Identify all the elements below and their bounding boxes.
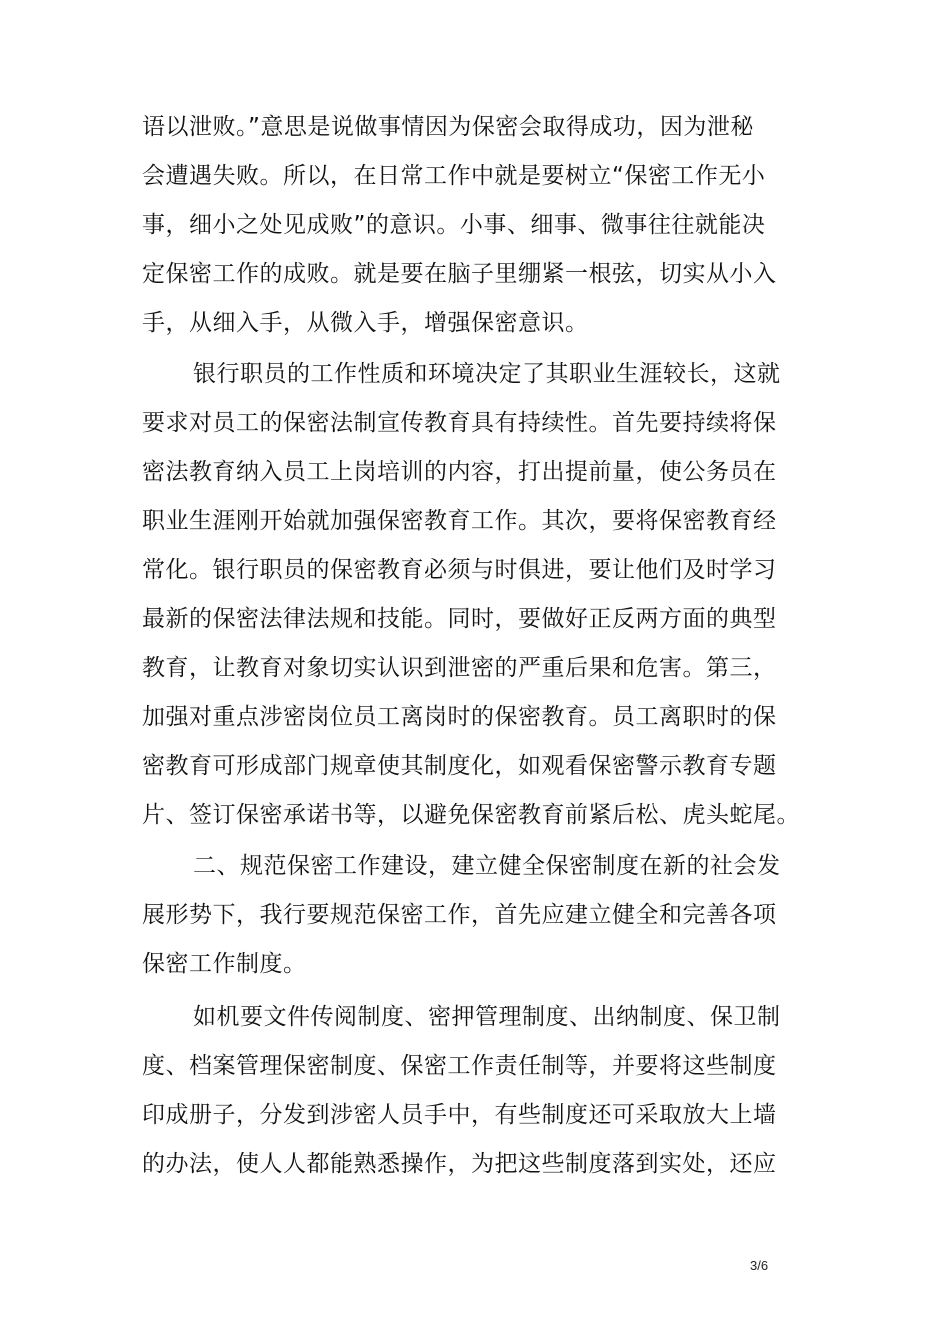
text-line: 职业生涯刚开始就加强保密教育工作。其次，要将保密教育经 bbox=[142, 508, 777, 534]
text-line: 密法教育纳入员工上岗培训的内容，打出提前量，使公务员在 bbox=[142, 459, 777, 485]
text-line: 事，细小之处见成败”的意识。小事、细事、微事往往就能决 bbox=[142, 212, 766, 238]
text-line: 语以泄败。”意思是说做事情因为保密会取得成功，因为泄秘 bbox=[142, 114, 754, 140]
text-line: 保密工作制度。 bbox=[142, 951, 307, 977]
text-line: 手，从细入手，从微入手，增强保密意识。 bbox=[142, 310, 589, 336]
text-line: 片、签订保密承诺书等，以避免保密教育前紧后松、虎头蛇尾。 bbox=[142, 802, 800, 828]
text-line: 要求对员工的保密法制宣传教育具有持续性。首先要持续将保 bbox=[142, 410, 777, 436]
text-line: 教育，让教育对象切实认识到泄密的严重后果和危害。第三， bbox=[142, 655, 777, 681]
text-line: 最新的保密法律法规和技能。同时，要做好正反两方面的典型 bbox=[142, 606, 777, 632]
text-line: 加强对重点涉密岗位员工离岗时的保密教育。员工离职时的保 bbox=[142, 704, 777, 730]
text-line: 印成册子，分发到涉密人员手中，有些制度还可采取放大上墙 bbox=[142, 1102, 777, 1128]
text-line: 如机要文件传阅制度、密押管理制度、出纳制度、保卫制 bbox=[193, 1004, 781, 1030]
text-line: 会遭遇失败。所以，在日常工作中就是要树立“保密工作无小 bbox=[142, 163, 766, 189]
text-line: 定保密工作的成败。就是要在脑子里绷紧一根弦，切实从小入 bbox=[142, 261, 777, 287]
text-line: 展形势下，我行要规范保密工作，首先应建立健全和完善各项 bbox=[142, 902, 777, 928]
page-number: 3/6 bbox=[750, 1258, 769, 1273]
text-line: 二、规范保密工作建设，建立健全保密制度在新的社会发 bbox=[193, 853, 781, 879]
text-line: 度、档案管理保密制度、保密工作责任制等，并要将这些制度 bbox=[142, 1053, 777, 1079]
text-line: 密教育可形成部门规章使其制度化，如观看保密警示教育专题 bbox=[142, 753, 777, 779]
text-line: 的办法，使人人都能熟悉操作，为把这些制度落到实处，还应 bbox=[142, 1151, 777, 1177]
text-line: 常化。银行职员的保密教育必须与时俱进，要让他们及时学习 bbox=[142, 557, 777, 583]
text-line: 银行职员的工作性质和环境决定了其职业生涯较长，这就 bbox=[193, 361, 781, 387]
